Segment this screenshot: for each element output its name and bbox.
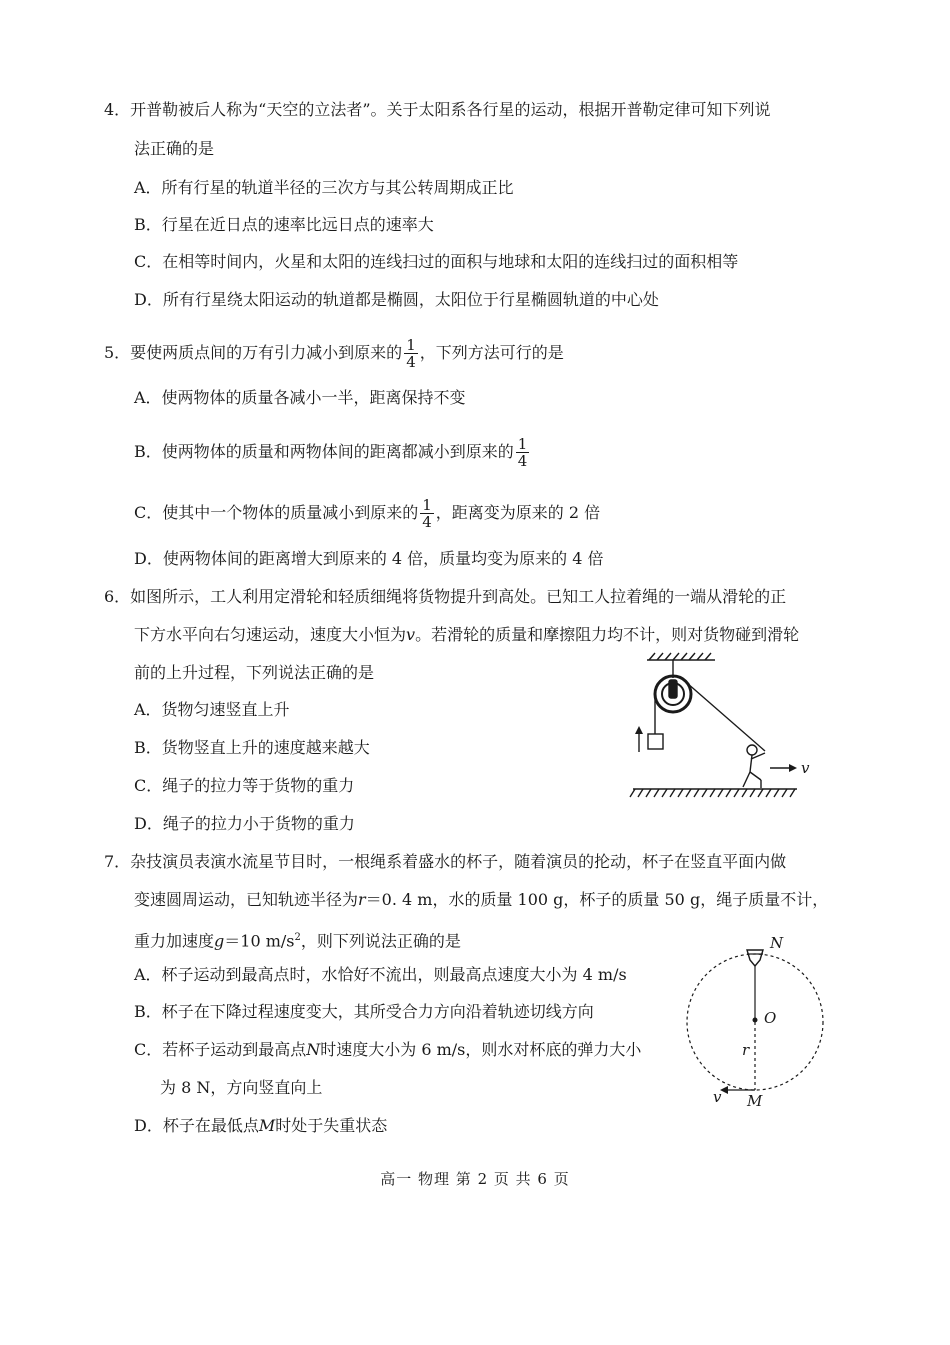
velocity-arrowhead bbox=[789, 764, 797, 772]
q7-option-c-text-after: 时速度大小为 6 m/s，则水对杯底的弹力大小 bbox=[320, 1040, 642, 1059]
q7-option-a: A．杯子运动到最高点时，水恰好不流出，则最高点速度大小为 4 m/s bbox=[134, 965, 627, 984]
variable-g: g bbox=[214, 931, 225, 951]
q6-stem-line3: 前的上升过程，下列说法正确的是 bbox=[134, 663, 375, 682]
q7-option-c-line2: 为 8 N，方向竖直向上 bbox=[160, 1078, 323, 1097]
q4-stem-line2: 法正确的是 bbox=[134, 139, 215, 158]
q7-stem-text-after: ＝0. 4 m，水的质量 100 g，杯子的质量 50 g，绳子质量不计， bbox=[365, 890, 829, 909]
q7-option-c bbox=[134, 1038, 641, 1062]
cup-at-top bbox=[747, 950, 763, 966]
q6-option-c: C．绳子的拉力等于货物的重力 bbox=[134, 776, 355, 795]
q4-option-d: D．所有行星绕太阳运动的轨道都是椭圆，太阳位于行星椭圆轨道的中心处 bbox=[134, 290, 659, 309]
q7-stem-text-after: ，则下列说法正确的是 bbox=[300, 931, 461, 951]
q6-stem-line2 bbox=[134, 623, 799, 647]
variable-N: N bbox=[306, 1040, 321, 1059]
cargo-box bbox=[648, 734, 663, 749]
fraction-numerator: 1 bbox=[517, 435, 528, 453]
q6-stem-text: 下方水平向右匀速运动，速度大小恒为 bbox=[134, 625, 407, 644]
pulley-axle bbox=[669, 680, 677, 698]
variable-v: v bbox=[406, 625, 416, 644]
q6-option-a: A．货物匀速竖直上升 bbox=[134, 700, 290, 719]
fraction-numerator: 1 bbox=[406, 336, 416, 354]
q7-stem-text: 重力加速度 bbox=[134, 931, 215, 951]
q7-stem-line3 bbox=[134, 926, 461, 953]
q7-stem-line2 bbox=[134, 888, 828, 912]
page-footer: 高一 物理 第 2 页 共 6 页 bbox=[380, 1170, 570, 1188]
q4-option-a: A．所有行星的轨道半径的三次方与其公转周期成正比 bbox=[134, 178, 514, 197]
q4-option-c: C．在相等时间内，火星和太阳的连线扫过的面积与地球和太阳的连线扫过的面积相等 bbox=[134, 252, 739, 271]
q7-stem-text: 变速圆周运动，已知轨迹半径为 bbox=[134, 890, 359, 909]
q7-option-d-text-after: 时处于失重状态 bbox=[275, 1116, 388, 1135]
q7-stem-text-mid: ＝10 m/s bbox=[224, 931, 295, 951]
q5-stem bbox=[104, 337, 564, 370]
q5-option-c bbox=[134, 497, 600, 530]
fraction-denominator: 4 bbox=[517, 452, 528, 470]
q5-option-c-text: C．使其中一个物体的质量减小到原来的 bbox=[134, 503, 419, 522]
q4-stem-line1: 4．开普勒被后人称为“天空的立法者”。关于太阳系各行星的运动，根据开普勒定律可知下列说 bbox=[104, 100, 771, 119]
fraction-denominator: 4 bbox=[406, 353, 416, 371]
velocity-label: v bbox=[801, 759, 810, 777]
q5-stem-fraction bbox=[404, 337, 418, 370]
q6-stem-text-after: 。若滑轮的质量和摩擦阻力均不计，则对货物碰到滑轮 bbox=[415, 625, 800, 644]
label-r: r bbox=[742, 1041, 750, 1059]
variable-M: M bbox=[258, 1116, 276, 1135]
q4-option-b: B．行星在近日点的速率比远日点的速率大 bbox=[134, 215, 434, 234]
q7-option-d-text: D．杯子在最低点 bbox=[134, 1116, 259, 1135]
q7-stem-line1: 7．杂技演员表演水流星节目时，一根绳系着盛水的杯子，随着演员的抡动，杯子在竖直平面内做 bbox=[104, 852, 787, 871]
q5-stem-text-after: ，下列方法可行的是 bbox=[419, 343, 564, 362]
label-M: M bbox=[747, 1092, 763, 1110]
q5-option-a: A．使两物体的质量各减小一半，距离保持不变 bbox=[134, 388, 466, 407]
q6-stem-line1: 6．如图所示，工人利用定滑轮和轻质细绳将货物提升到高处。已知工人拉着绳的一端从滑轮的正 bbox=[104, 587, 787, 606]
fraction-denominator: 4 bbox=[422, 513, 432, 531]
q5-option-c-fraction bbox=[420, 497, 434, 530]
q5-option-b-fraction bbox=[516, 436, 530, 469]
q7-option-c-text: C．若杯子运动到最高点 bbox=[134, 1040, 307, 1059]
q5-stem-text: 5．要使两质点间的万有引力减小到原来的 bbox=[104, 343, 403, 362]
q6-option-b: B．货物竖直上升的速度越来越大 bbox=[134, 738, 370, 757]
fraction-numerator: 1 bbox=[422, 496, 432, 514]
q6-option-d: D．绳子的拉力小于货物的重力 bbox=[134, 814, 355, 833]
q7-circle-figure bbox=[680, 932, 830, 1112]
label-v: v bbox=[713, 1088, 722, 1106]
rope-to-worker bbox=[687, 683, 765, 751]
worker-figure bbox=[743, 745, 765, 788]
label-N: N bbox=[770, 934, 784, 952]
q6-pulley-figure bbox=[625, 650, 825, 800]
q5-option-c-text-after: ，距离变为原来的 2 倍 bbox=[435, 503, 601, 522]
q5-option-b bbox=[134, 436, 531, 469]
superscript-2: 2 bbox=[294, 932, 301, 943]
q5-option-d: D．使两物体间的距离增大到原来的 4 倍，质量均变为原来的 4 倍 bbox=[134, 549, 604, 568]
center-point bbox=[753, 1018, 758, 1023]
ceiling-hatch bbox=[649, 653, 711, 660]
ground-hatch bbox=[630, 789, 795, 797]
q5-option-b-text: B．使两物体的质量和两物体间的距离都减小到原来的 bbox=[134, 442, 514, 461]
label-O: O bbox=[764, 1009, 777, 1027]
variable-r: r bbox=[358, 890, 366, 909]
q7-option-b: B．杯子在下降过程速度变大，其所受合力方向沿着轨迹切线方向 bbox=[134, 1002, 594, 1021]
q7-option-d bbox=[134, 1114, 387, 1138]
cargo-up-arrowhead bbox=[635, 726, 643, 734]
